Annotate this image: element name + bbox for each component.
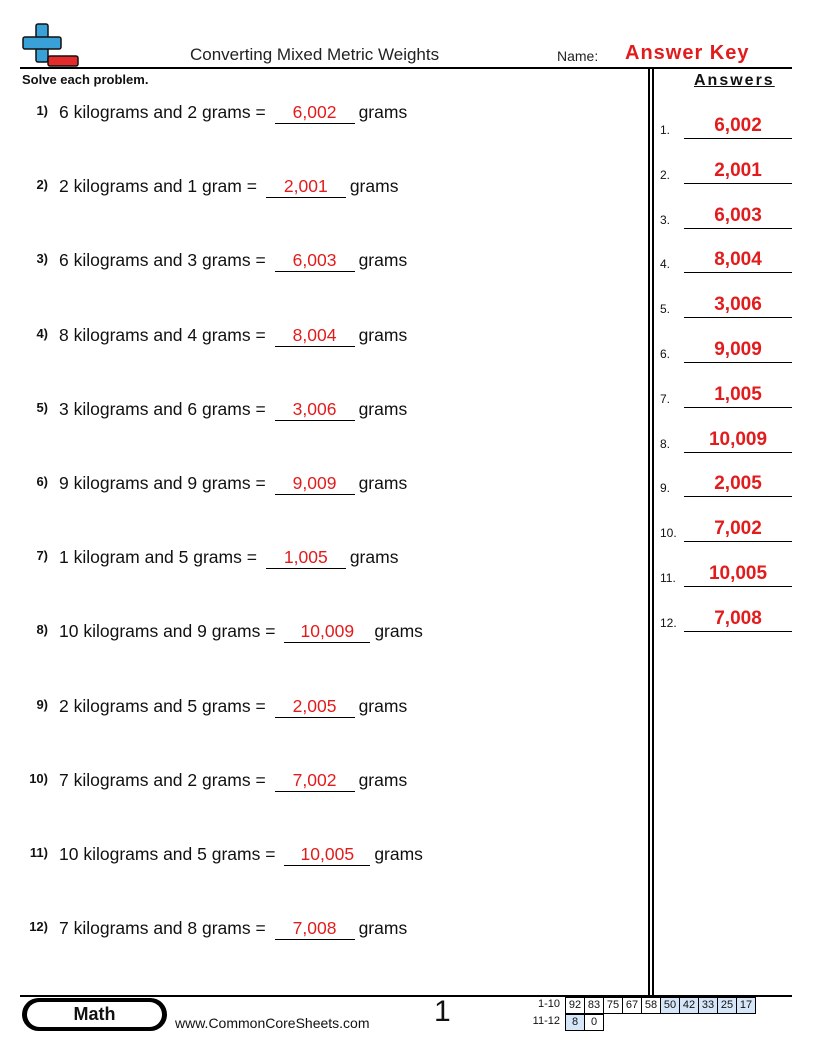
answer-blank[interactable]: 2,001 (266, 175, 346, 198)
answer-blank[interactable]: 10,009 (284, 620, 370, 643)
answer-number: 2. (660, 167, 671, 182)
answer-blank[interactable]: 2,005 (275, 695, 355, 718)
page-title: Converting Mixed Metric Weights (190, 45, 440, 64)
unit-label: grams (358, 250, 408, 271)
answer-value[interactable]: 1,005 (684, 383, 792, 408)
problem-number: 7) (36, 548, 48, 564)
problem-number: 11) (29, 845, 48, 860)
answer-row (660, 109, 792, 139)
answer-number: 5. (660, 302, 671, 317)
column-divider (652, 69, 654, 995)
problem-number: 5) (36, 399, 48, 415)
page-number: 1 (434, 995, 451, 1028)
column-divider (648, 69, 650, 995)
score-cell: 75 (603, 997, 623, 1014)
score-row (566, 1014, 604, 1031)
score-row-label: 11-12 (532, 1015, 560, 1027)
answer-blank[interactable]: 1,005 (266, 546, 346, 569)
unit-label: grams (358, 324, 408, 345)
problem-prompt: 1 kilogram and 5 grams = (59, 547, 257, 568)
problem-prompt: 2 kilograms and 5 grams = (59, 695, 266, 716)
problem-number: 12) (29, 919, 48, 935)
header-divider (20, 67, 792, 69)
answer-blank[interactable]: 3,006 (275, 398, 355, 421)
problem-text (59, 620, 423, 643)
score-cell: 58 (641, 997, 661, 1014)
answer-blank[interactable]: 6,002 (275, 101, 355, 124)
answer-blank[interactable]: 10,005 (284, 843, 370, 866)
answer-row (660, 199, 792, 229)
problem-prompt: 8 kilograms and 4 grams = (59, 324, 266, 345)
answer-number: 1. (660, 123, 671, 137)
problem-number: 4) (36, 325, 48, 341)
answer-row (660, 154, 792, 184)
score-cell: 33 (698, 997, 718, 1014)
problem-prompt: 3 kilograms and 6 grams = (59, 398, 266, 419)
score-cell: 42 (679, 997, 699, 1014)
problem-prompt: 9 kilograms and 9 grams = (59, 473, 266, 493)
answer-value[interactable]: 2,005 (684, 472, 792, 497)
answer-blank[interactable]: 8,004 (275, 324, 355, 347)
unit-label: grams (349, 176, 399, 197)
problem-number: 1) (36, 103, 48, 118)
answer-value[interactable]: 6,002 (684, 114, 792, 139)
answer-value[interactable]: 2,001 (684, 159, 792, 184)
answer-value[interactable]: 6,003 (684, 204, 792, 229)
answer-number: 7. (660, 391, 671, 406)
answer-value[interactable]: 10,009 (684, 428, 792, 453)
unit-label: grams (374, 621, 423, 642)
unit-label: grams (358, 398, 408, 419)
answer-blank[interactable]: 7,008 (275, 917, 355, 940)
problem-prompt: 6 kilograms and 3 grams = (59, 250, 266, 271)
answer-row (660, 602, 792, 632)
score-row (566, 997, 756, 1014)
score-cell: 92 (565, 997, 585, 1014)
answers-heading: Answers (694, 72, 775, 89)
problem-number: 6) (36, 474, 48, 489)
score-cell: 25 (717, 997, 737, 1014)
problem-number: 9) (36, 696, 48, 712)
problem-text (59, 398, 407, 421)
problem-text (59, 917, 407, 940)
answer-row (660, 243, 792, 273)
answer-number: 4. (660, 257, 671, 272)
unit-label: grams (374, 844, 423, 864)
answer-value[interactable]: 10,005 (684, 562, 792, 587)
problem-text (59, 546, 398, 569)
problem-text (59, 769, 407, 792)
answer-row (660, 288, 792, 318)
problem-text (59, 249, 407, 272)
unit-label: grams (358, 473, 408, 493)
answer-blank[interactable]: 7,002 (275, 769, 355, 792)
unit-label: grams (358, 695, 408, 716)
score-cell: 0 (584, 1014, 604, 1031)
score-row-label: 1-10 (537, 998, 560, 1010)
answer-blank[interactable]: 6,003 (275, 249, 355, 272)
unit-label: grams (358, 102, 408, 122)
answer-number: 9. (660, 481, 671, 496)
answer-key-label: Answer Key (625, 42, 750, 64)
answer-number: 8. (660, 436, 671, 451)
answer-number: 11. (660, 571, 676, 585)
problem-prompt: 2 kilograms and 1 gram = (59, 176, 257, 197)
problem-prompt: 6 kilograms and 2 grams = (59, 102, 266, 122)
answer-number: 10. (660, 526, 677, 541)
answer-value[interactable]: 9,009 (684, 338, 792, 363)
problem-number: 3) (36, 251, 48, 267)
answer-blank[interactable]: 9,009 (275, 472, 355, 495)
answer-value[interactable]: 3,006 (684, 293, 792, 318)
unit-label: grams (349, 547, 399, 568)
answer-value[interactable]: 7,008 (684, 607, 792, 632)
unit-label: grams (358, 769, 408, 790)
problem-text (59, 324, 407, 347)
problem-text (59, 472, 407, 495)
problem-text (59, 843, 423, 866)
answer-number: 6. (660, 347, 671, 361)
name-label: Name: (557, 48, 599, 64)
problem-text (59, 175, 398, 198)
score-cell: 50 (660, 997, 680, 1014)
problem-prompt: 7 kilograms and 8 grams = (59, 918, 266, 939)
instructions: Solve each problem. (22, 72, 149, 87)
score-cell: 67 (622, 997, 642, 1014)
plus-minus-logo-icon (22, 22, 80, 68)
score-cell: 8 (565, 1014, 585, 1031)
problem-number: 8) (36, 622, 48, 638)
problem-number: 2) (36, 177, 48, 193)
answer-row (660, 378, 792, 408)
answer-number: 12. (660, 615, 677, 630)
problem-prompt: 10 kilograms and 9 grams = (59, 621, 276, 642)
answer-row (660, 333, 792, 363)
unit-label: grams (358, 918, 408, 939)
problem-prompt: 7 kilograms and 2 grams = (59, 769, 266, 790)
answer-number: 3. (660, 212, 671, 227)
website-link[interactable]: www.CommonCoreSheets.com (175, 1015, 370, 1031)
score-cell: 83 (584, 997, 604, 1014)
answer-value[interactable]: 7,002 (684, 517, 792, 542)
answer-value[interactable]: 8,004 (684, 248, 792, 273)
score-cell: 17 (736, 997, 756, 1014)
problem-prompt: 10 kilograms and 5 grams = (59, 844, 276, 864)
problem-text (59, 695, 407, 718)
problem-text (59, 101, 407, 124)
subject-label: Math (27, 1002, 162, 1027)
answer-row (660, 557, 792, 587)
answer-row (660, 512, 792, 542)
answer-row (660, 423, 792, 453)
problem-number: 10) (29, 770, 48, 786)
answer-row (660, 467, 792, 497)
